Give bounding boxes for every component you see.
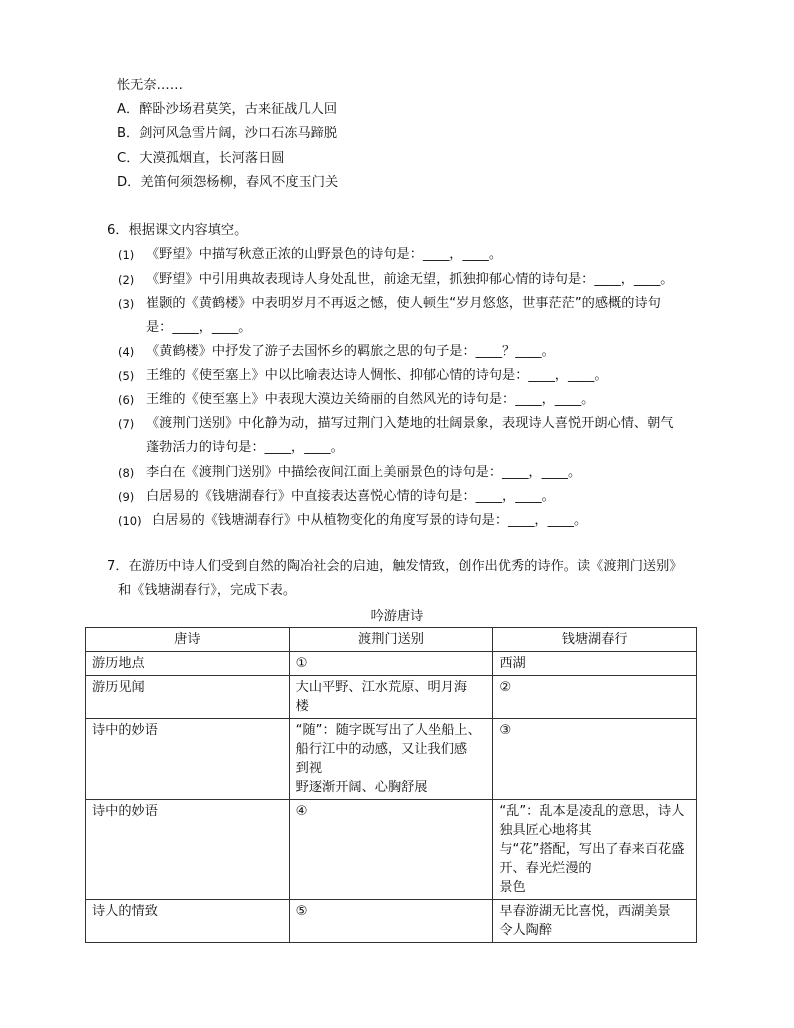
answer-cell (493, 676, 697, 719)
item-text: 白居易的《钱塘湖春行》中从植物变化的角度写景的诗句是：____，____。 (152, 513, 588, 528)
cell-line: ③ (499, 723, 512, 738)
option-a: A．醉卧沙场君莫笑，古来征战几人回 (117, 102, 338, 117)
answer-cell (289, 900, 493, 943)
table-title: 吟游唐诗 (370, 609, 424, 624)
item-text-continued: 蓬勃活力的诗句是：____，____。 (146, 440, 344, 455)
cell-line: 开、春光烂漫的 (499, 861, 592, 876)
item-text: 王维的《使至塞上》中以比喻表达诗人惆怅、抑郁心情的诗句是：____，____。 (146, 368, 608, 383)
option-c: C．大漠孤烟直，长河落日圆 (117, 151, 285, 166)
cell-line: ⑤ (295, 904, 308, 919)
intro-tail: 怅无奈…… (117, 78, 183, 93)
item-text-continued: 是：____，____。 (146, 320, 252, 335)
cell-line: 早春游湖无比喜悦，西湖美景 (499, 904, 671, 919)
cell-line: ④ (295, 804, 308, 819)
row-label: 游历见闻 (86, 676, 290, 719)
answer-cell (289, 800, 493, 900)
row-label: 诗中的妙语 (86, 719, 290, 800)
cell-line: 大山平野、江水荒原、明月海 (295, 680, 468, 695)
item-text: 白居易的《钱塘湖春行》中直接表达喜悦心情的诗句是：____，____。 (146, 489, 555, 504)
cell-line: ② (499, 680, 512, 695)
cell-line: 西湖 (499, 656, 526, 671)
item-text: 李白在《渡荆门送别》中描绘夜间江面上美丽景色的诗句是：____，____。 (146, 465, 582, 480)
answer-cell (289, 652, 493, 676)
answer-cell (289, 719, 493, 800)
question-7-heading-continued: 和《钱塘湖春行》，完成下表。 (118, 583, 297, 598)
item-text: 《黄鹤楼》中抒发了游子去国怀乡的羁旅之思的句子是：____？____。 (146, 344, 555, 359)
item-text: 崔颢的《黄鹤楼》中表明岁月不再返之憾，使人顿生“岁月悠悠，世事茫茫”的感概的诗句 (146, 296, 661, 311)
option-d: D．羌笛何须怨杨柳，春风不度玉门关 (117, 175, 339, 190)
answer-cell (493, 900, 697, 943)
answer-cell (493, 719, 697, 800)
item-number: (5) (118, 369, 135, 383)
cell-line: ① (295, 656, 308, 671)
item-number: (9) (118, 490, 135, 504)
cell-line: 令人陶醉 (499, 923, 553, 938)
table-row (86, 800, 697, 900)
table-header-row (86, 628, 697, 652)
item-text: 王维的《使至塞上》中表现大漠边关绮丽的自然风光的诗句是：____，____。 (146, 392, 595, 407)
item-number: (4) (118, 345, 135, 359)
cell-line: 景色 (499, 880, 526, 895)
cell-line: 船行江中的动感，又让我们感 (295, 742, 468, 757)
cell-line: “随”：随字既写出了人坐船上、 (295, 723, 481, 738)
item-number: (6) (118, 393, 135, 407)
answer-cell (289, 676, 493, 719)
row-label: 游历地点 (86, 652, 290, 676)
table-row (86, 719, 697, 800)
cell-line: 与“花”搭配，写出了春来百花盛 (499, 842, 685, 857)
row-label: 诗中的妙语 (86, 800, 290, 900)
question-6-heading: 6．根据课文内容填空。 (107, 223, 248, 238)
row-label: 诗人的情致 (86, 900, 290, 943)
item-number: (7) (118, 417, 135, 431)
item-number: (3) (118, 297, 135, 311)
cell-line: 楼 (295, 699, 309, 714)
header-cell: 渡荆门送别 (289, 628, 493, 652)
item-number: (8) (118, 466, 135, 480)
item-text: 《渡荆门送别》中化静为动，描写过荆门入楚地的壮阔景象，表现诗人喜悦开朗心情、朝气 (146, 416, 674, 431)
header-cell: 唐诗 (86, 628, 290, 652)
item-number: (10) (118, 514, 142, 528)
item-text: 《野望》中描写秋意正浓的山野景色的诗句是：____，____。 (146, 247, 503, 262)
answer-cell (493, 800, 697, 900)
item-text: 《野望》中引用典故表现诗人身处乱世，前途无望，抓独抑郁心情的诗句是：____，____。 (146, 272, 674, 287)
header-cell: 钱塘湖春行 (493, 628, 697, 652)
cell-line: “乱”：乱本是凌乱的意思，诗人 (499, 804, 685, 819)
question-7-heading: 7．在游历中诗人们受到自然的陶冶社会的启迪，触发情致，创作出优秀的诗作。读《渡荆门送别》 (107, 559, 683, 574)
poem-comparison-table (85, 627, 697, 943)
item-number: (1) (118, 248, 135, 262)
answer-cell (493, 652, 697, 676)
table-row (86, 900, 697, 943)
option-b: B．剑河风急雪片阔，沙口石冻马蹄脱 (117, 126, 338, 141)
cell-line: 独具匠心地将其 (499, 823, 592, 838)
cell-line: 到视 (295, 761, 323, 776)
item-number: (2) (118, 273, 135, 287)
table-row (86, 676, 697, 719)
cell-line: 野逐渐开阔、心胸舒展 (295, 780, 428, 795)
table-row (86, 652, 697, 676)
